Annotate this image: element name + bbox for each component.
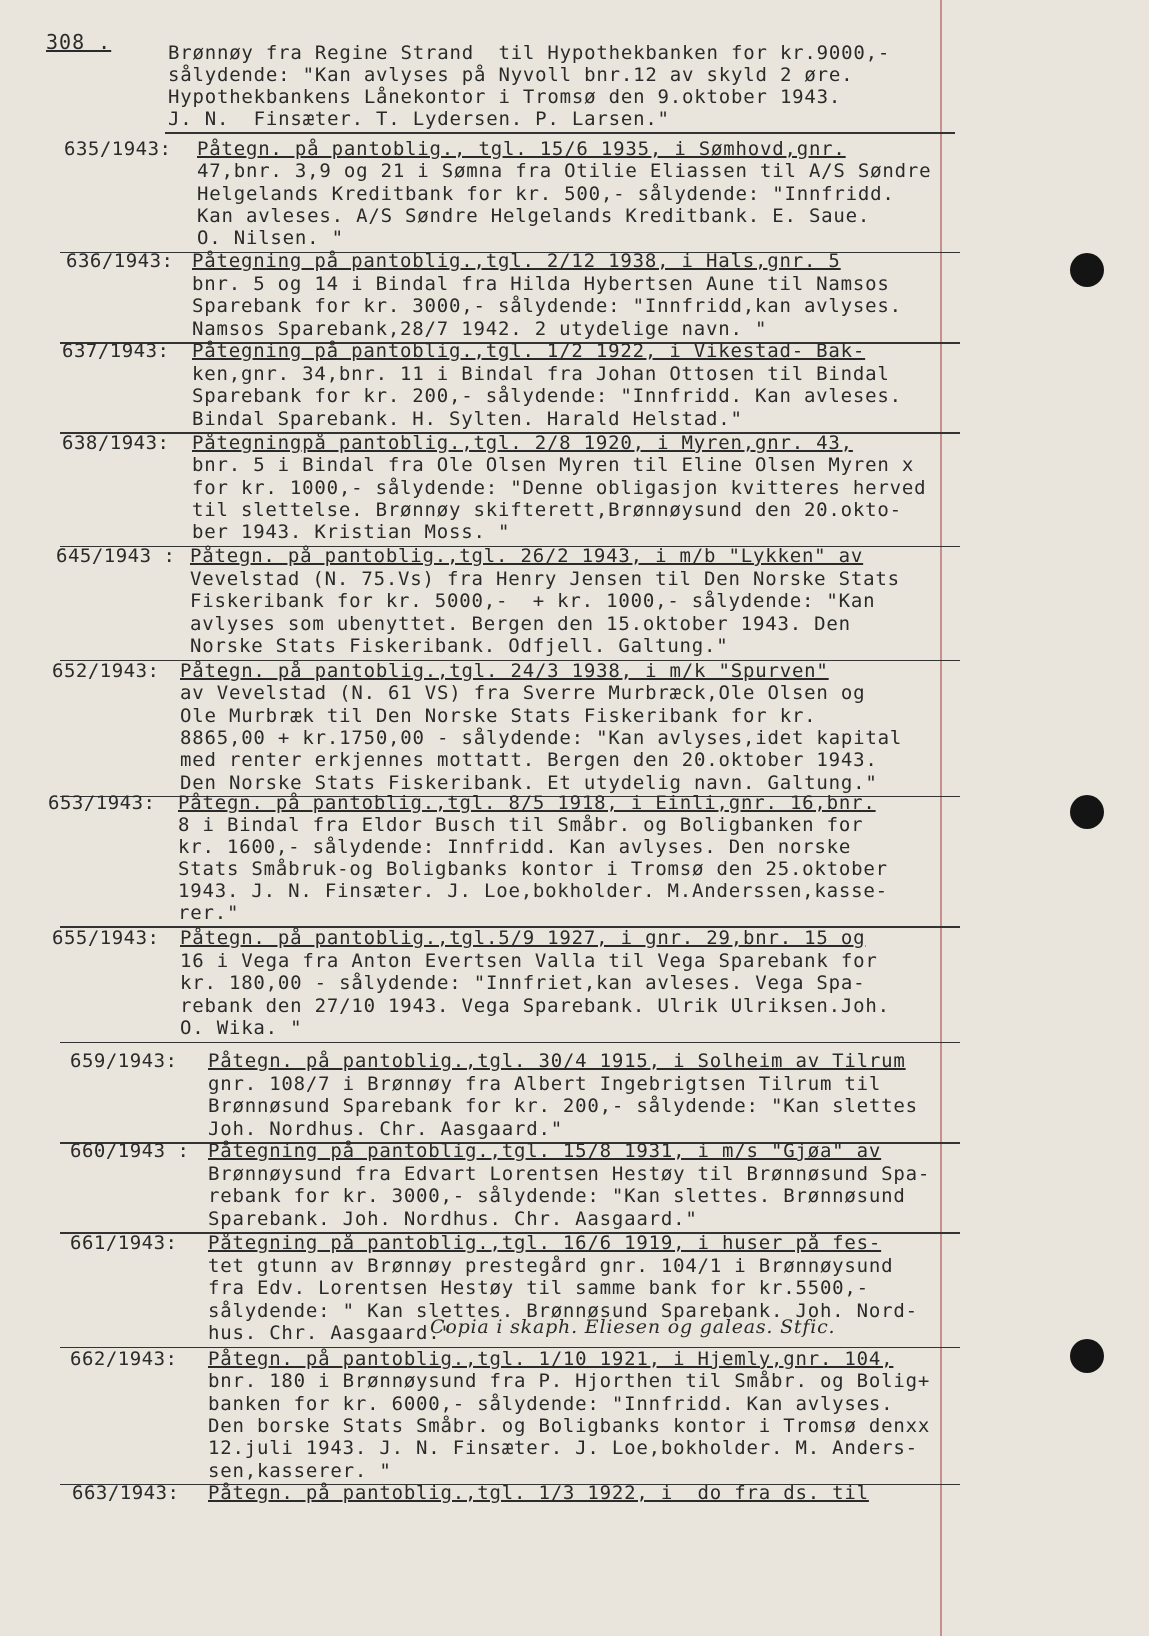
entry-line: Vevelstad (N. 75.Vs) fra Henry Jensen til Den Norske Stats [190,567,900,590]
entry-line: tet gtunn av Brønnøy prestegård gnr. 104/1 i Brønnøysund [208,1254,894,1277]
entry-number: 660/1943 : [70,1140,190,1162]
entry-number: 662/1943: [70,1348,178,1370]
entry-line: av Vevelstad (N. 61 VS) fra Sverre Murbræck,Ole Olsen og [180,682,866,705]
entry-line: Stats Småbruk-og Boligbanks kontor i Tromsø den 25.oktober [178,858,888,880]
entry-line: sålydende: "Kan avlyses på Nyvoll bnr.12 av skyld 2 øre. [168,64,854,86]
entry-line: Påtegning på pantoblig.,tgl. 15/8 1931, i m/s "Gjøa" av [208,1140,882,1162]
entry-line: Påtegning på pantoblig.,tgl. 16/6 1919, i huser på fes- [208,1232,882,1254]
entry-line: Sparebank for kr. 3000,- sålydende: "Innfridd,kan avlyses. [192,295,902,317]
entry-line: ken,gnr. 34,bnr. 11 i Bindal fra Johan Ottosen til Bindal [192,362,890,385]
punch-hole [1070,1339,1104,1373]
entry-line: ber 1943. Kristian Moss. " [192,521,511,544]
entry-line: gnr. 108/7 i Brønnøy fra Albert Ingebrigtsen Tilrum til [208,1072,882,1095]
entry-divider [60,1042,960,1044]
entry-number: 636/1943: [66,250,174,272]
entry-line: Påtegn. på pantoblig.,tgl. 1/3 1922, i do fra ds. til [208,1482,869,1504]
entry-line: Joh. Nordhus. Chr. Aasgaard." [208,1117,563,1140]
entry-line: Den Norske Stats Fiskeribank. Et utydelig navn. Galtung." [180,771,878,794]
entry-line: 16 i Vega fra Anton Evertsen Valla til Vega Sparebank for [180,949,878,972]
entry-line: rebank for kr. 3000,- sålydende: "Kan slettes. Brønnøsund [208,1185,906,1207]
entry-line: Påtegn. på pantoblig.,tgl. 1/10 1921, i Hjemly,gnr. 104, [208,1348,894,1370]
entry-line: banken for kr. 6000,- sålydende: "Innfridd. Kan avlyses. [208,1392,894,1415]
entry-line: 8 i Bindal fra Eldor Busch til Småbr. og Boligbanken for [178,814,864,836]
entry-number: 652/1943: [52,660,160,682]
entry-line: Brønnøy fra Regine Strand til Hypothekbanken for kr.9000,- [168,42,891,64]
entry-number: 637/1943: [62,340,170,362]
entry-number: 655/1943: [52,927,160,949]
entry-line: Påtegn. på pantoblig., tgl. 15/6 1935, i Sømhovd,gnr. [197,138,846,160]
entry-line: med renter erkjennes mottatt. Bergen den 20.oktober 1943. [180,749,878,772]
entry-number: 653/1943: [48,792,156,814]
entry-line: bnr. 5 og 14 i Bindal fra Hilda Hybertsen Aune til Namsos [192,272,890,295]
entry-line: Påtegningpå pantoblig.,tgl. 2/8 1920, i Myren,gnr. 43, [192,432,853,454]
entry-line: Påtegn. på pantoblig.,tgl. 24/3 1938, i m/k "Spurven" [180,660,829,682]
entry-line: Påtegn. på pantoblig.,tgl. 26/2 1943, i m/b "Lykken" av [190,545,864,567]
entry-line: J. N. Finsæter. T. Lydersen. P. Larsen." [168,108,670,130]
entry-line: Kan avleses. A/S Søndre Helgelands Kreditbank. E. Saue. [197,204,871,227]
entry-line: Påtegn. på pantoblig.,tgl.5/9 1927, i gnr. 29,bnr. 15 og [180,927,866,949]
entry-line: fra Edv. Lorentsen Hestøy til samme bank for kr.5500,- [208,1277,869,1299]
entry-line: til slettelse. Brønnøy skifterett,Brønnøysund den 20.okto- [192,498,902,521]
entry-line: Namsos Sparebank,28/7 1942. 2 utydelige navn. " [192,317,768,340]
entry-line: Bindal Sparebank. H. Sylten. Harald Helstad." [192,407,743,430]
entry-line: sen,kasserer. " [208,1459,392,1482]
entry-line: bnr. 5 i Bindal fra Ole Olsen Myren til Eline Olsen Myren x [192,454,915,477]
entry-line: Påtegn. på pantoblig.,tgl. 30/4 1915, i Solheim av Tilrum [208,1050,906,1072]
entry-line: Brønnøsund Sparebank for kr. 200,- sålydende: "Kan slettes [208,1095,918,1117]
entry-line: kr. 180,00 - sålydende: "Innfriet,kan avleses. Vega Spa- [180,972,866,994]
punch-hole [1070,795,1104,829]
margin-line [940,0,942,1636]
entry-line: hus. Chr. Aasgaard." [208,1322,453,1344]
entry-line: 8865,00 + kr.1750,00 - sålydende: "Kan avlyses,idet kapital [180,726,903,749]
entry-line: Ole Murbræk til Den Norske Stats Fiskeribank for kr. [180,704,817,727]
entry-line: Hypothekbankens Lånekontor i Tromsø den 9.oktober 1943. [168,86,842,108]
entry-line: kr. 1600,- sålydende: Innfridd. Kan avlyses. Den norske [178,836,852,858]
entry-line: rebank den 27/10 1943. Vega Sparebank. Ulrik Ulriksen.Joh. [180,994,890,1017]
entry-line: 12.juli 1943. J. N. Finsæter. J. Loe,bokholder. M. Anders- [208,1437,918,1460]
entry-line: O. Nilsen. " [197,227,344,250]
entry-line: sålydende: " Kan slettes. Brønnøsund Sparebank. Joh. Nord- [208,1299,918,1322]
entry-line: Påtegning på pantoblig.,tgl. 2/12 1938, i Hals,gnr. 5 [192,250,841,272]
entry-line: Brønnøysund fra Edvart Lorentsen Hestøy til Brønnøsund Spa- [208,1162,931,1185]
entry-line: Påtegn. på pantoblig.,tgl. 8/5 1918, i Einli,gnr. 16,bnr. [178,792,876,814]
entry-line: for kr. 1000,- sålydende: "Denne obligasjon kvitteres herved [192,476,927,499]
entry-line: 1943. J. N. Finsæter. J. Loe,bokholder. M.Anderssen,kasse- [178,880,888,902]
entry-line: Påtegning på pantoblig.,tgl. 1/2 1922, i Vikestad- Bak- [192,340,866,362]
handwritten-note: Copia i skaph. Eliesen og galeas. Stfic. [430,1316,836,1338]
entry-line: Den borske Stats Småbr. og Boligbanks kontor i Tromsø denxx [208,1414,931,1437]
entry-line: avlyses som ubenyttet. Bergen den 15.oktober 1943. Den [190,612,851,635]
entry-number: 635/1943: [64,138,172,160]
entry-number: 661/1943: [70,1232,178,1254]
entry-number: 659/1943: [70,1050,178,1072]
entry-line: 47,bnr. 3,9 og 21 i Sømna fra Otilie Eliassen til A/S Søndre [197,160,932,183]
entry-line: Sparebank. Joh. Nordhus. Chr. Aasgaard." [208,1207,698,1230]
entry-number: 638/1943: [62,432,170,454]
page-number: 308 . [46,30,112,54]
entry-line: Sparebank for kr. 200,- sålydende: "Innfridd. Kan avleses. [192,385,902,407]
entry-divider [165,132,955,134]
entry-line: Fiskeribank for kr. 5000,- + kr. 1000,- sålydende: "Kan [190,590,876,612]
entry-line: rer." [178,902,240,924]
entry-line: O. Wika. " [180,1017,303,1039]
entry-line: Norske Stats Fiskeribank. Odfjell. Galtung." [190,635,729,657]
entry-number: 663/1943: [72,1482,180,1504]
entry-line: Helgelands Kreditbank for kr. 500,- sålydende: "Innfridd. [197,182,895,205]
punch-hole [1070,253,1104,287]
entry-number: 645/1943 : [56,545,176,567]
entry-line: bnr. 180 i Brønnøysund fra P. Hjorthen til Småbr. og Bolig+ [208,1370,931,1393]
